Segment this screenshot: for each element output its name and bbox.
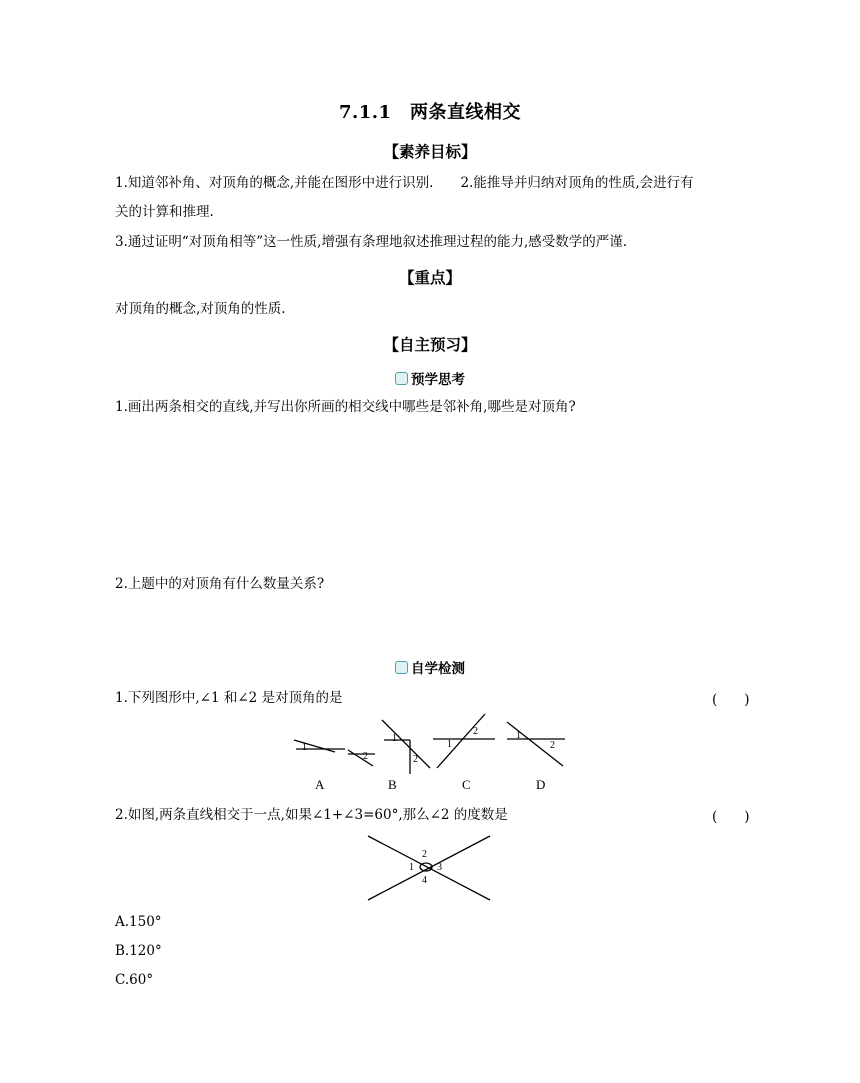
- answer-bracket-2[interactable]: ( ): [712, 809, 750, 825]
- page-title: 7.1.1 两条直线相交: [338, 102, 522, 123]
- option-b[interactable]: B.120°: [115, 943, 162, 959]
- svg-text:1: 1: [392, 733, 397, 744]
- fig-label-a: A: [315, 777, 325, 792]
- fig-c-line-2: [437, 714, 485, 768]
- svg-text:1: 1: [302, 742, 307, 753]
- angle-label-4: 4: [422, 875, 427, 886]
- figure-options-abcd: [280, 712, 580, 797]
- svg-text:2: 2: [363, 751, 368, 762]
- section-preview-heading: 【自主预习】: [383, 335, 477, 354]
- preview-think-heading: [0, 368, 860, 388]
- fig-b-line-1: [382, 720, 430, 768]
- svg-text:2: 2: [413, 754, 418, 765]
- checklist-icon: [395, 661, 408, 674]
- goals-line-1: 1.知道邻补角、对顶角的概念,并能在图形中进行识别. 2.能推导并归纳对顶角的性质,会进行有: [115, 175, 694, 191]
- preview-think-label: 预学思考: [411, 372, 465, 388]
- answer-bracket-1[interactable]: ( ): [712, 692, 750, 708]
- check-question-1: 1.下列图形中,∠1 和∠2 是对顶角的是: [115, 690, 343, 706]
- goals-line-3: 3.通过证明“对顶角相等”这一性质,增强有条理地叙述推理过程的能力,感受数学的严谨.: [115, 234, 628, 250]
- fig-a-line-4: [348, 750, 373, 766]
- check-question-2: 2.如图,两条直线相交于一点,如果∠1+∠3=60°,那么∠2 的度数是: [115, 807, 508, 823]
- notebook-icon: [395, 372, 408, 385]
- fig-label-c: C: [462, 777, 471, 792]
- key-text: 对顶角的概念,对顶角的性质.: [115, 301, 286, 317]
- preview-question-1: 1.画出两条相交的直线,并写出你所画的相交线中哪些是邻补角,哪些是对顶角?: [115, 399, 576, 415]
- section-key-heading: 【重点】: [398, 268, 461, 287]
- self-check-heading: [0, 657, 860, 677]
- fig-a-line-1: [294, 740, 335, 752]
- svg-text:2: 2: [550, 740, 555, 751]
- section-goals-heading: 【素养目标】: [383, 142, 477, 161]
- svg-text:2: 2: [473, 726, 478, 737]
- angle-label-2: 2: [422, 849, 427, 860]
- svg-text:1: 1: [447, 739, 452, 750]
- angle-label-1: 1: [409, 862, 414, 873]
- fig-label-d: D: [536, 777, 546, 792]
- goals-line-2: 关的计算和推理.: [115, 204, 214, 220]
- option-a[interactable]: A.150°: [115, 914, 162, 930]
- option-c[interactable]: C.60°: [115, 972, 154, 988]
- figure-intersecting-lines: [360, 828, 500, 908]
- self-check-label: 自学检测: [411, 661, 465, 677]
- fig-label-b: B: [388, 777, 397, 792]
- angle-label-3: 3: [437, 862, 442, 873]
- svg-text:1: 1: [516, 730, 521, 741]
- preview-question-2: 2.上题中的对顶角有什么数量关系?: [115, 576, 325, 592]
